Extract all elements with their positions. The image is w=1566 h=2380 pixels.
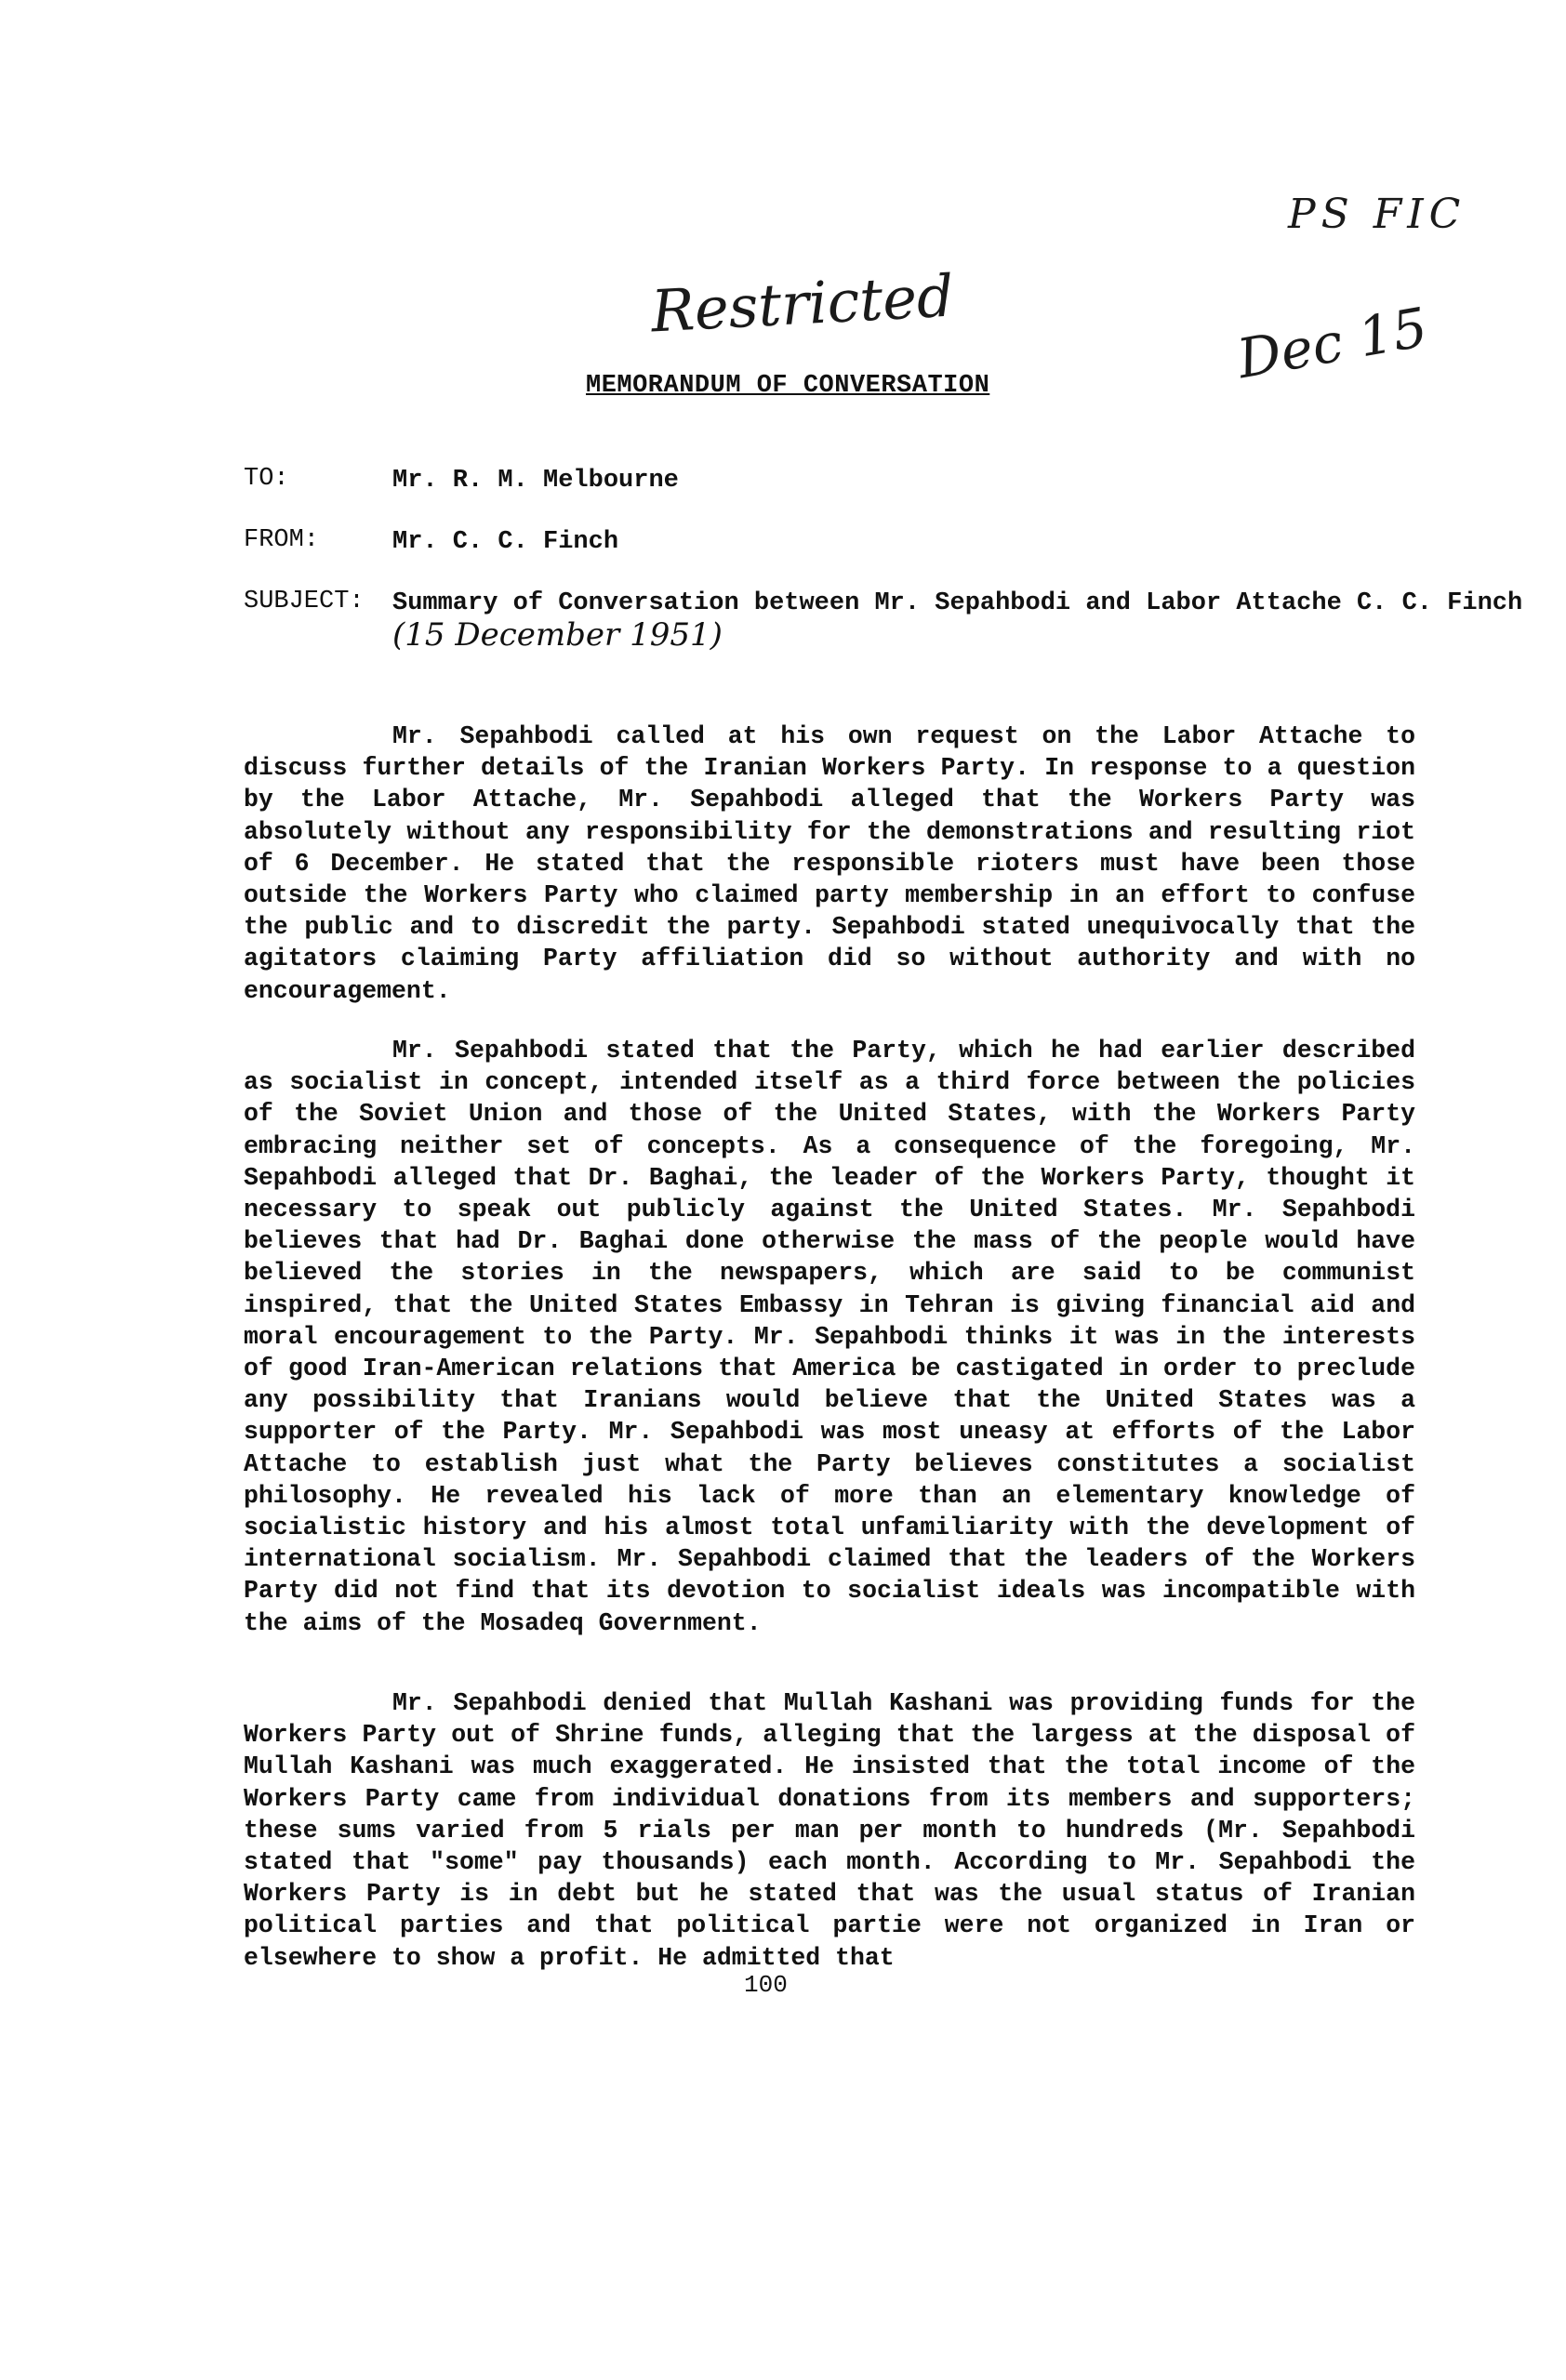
handwritten-ps-note: PS FIC (1288, 191, 1466, 238)
page-number: 100 (744, 1971, 788, 1999)
memo-title-text: MEMORANDUM OF CONVERSATION (586, 372, 990, 400)
to-value: Mr. R. M. Melbourne (392, 467, 679, 495)
subject-value: Summary of Conversation between Mr. Sepahbodi and Labor Attache C. C. Finch (392, 589, 1523, 617)
header-from-row (244, 526, 1546, 558)
header-to-row (244, 465, 1546, 496)
to-label: TO: (244, 465, 289, 493)
from-label: FROM: (244, 526, 320, 554)
subject-handwritten-date: (15 December 1951) (392, 616, 723, 654)
subject-label: SUBJECT: (244, 588, 365, 615)
handwritten-restricted-note: Restricted (649, 261, 956, 346)
from-value: Mr. C. C. Finch (392, 528, 619, 556)
body-paragraph-3: Mr. Sepahbodi denied that Mullah Kashani was providing funds for the Workers Party out of Shrine funds, alleging that the largess at the disposal of Mullah Kashani was much exaggerated. He insisted that the total income of the Workers Party came from individual donations from its members and supporters; these sums varied from 5 rials per man per month to hundreds (Mr. Sepahbodi stated that "some" pay thousands) each month. According to Mr. Sepahbodi the Workers Party is in debt but he stated that was the usual status of Iranian political parties and that political partie were not organized in Iran or elsewhere to show a profit. He admitted that (244, 1689, 1415, 1972)
subject-value-wrap (392, 588, 1546, 655)
header-subject-row (244, 588, 1546, 655)
body-paragraph-2: Mr. Sepahbodi stated that the Party, which he had earlier described as socialist in concept, intended itself as a third force between the policies of the Soviet Union and those of the United States, with the Workers Party embracing neither set of concepts. As a consequence of the foregoing, Mr. Sepahbodi alleged that Dr. Baghai, the leader of the Workers Party, thought it necessary to speak out publicly against the United States. Mr. Sepahbodi believes that had Dr. Baghai done otherwise the mass of the people would have believed the stories in the newspapers, which are said to be communist inspired, that the United States Embassy in Tehran is giving financial aid and moral encouragement to the Party. Mr. Sepahbodi thinks it was in the interests of good Iran-American relations that America be castigated in order to preclude any possibility that Iranians would believe that the United States was a supporter of the Party. Mr. Sepahbodi was most uneasy at efforts of the Labor Attache to establish just what the Party believes constitutes a socialist philosophy. He revealed his lack of more than an elementary knowledge of socialistic history and his almost total unfamiliarity with the development of international socialism. Mr. Sepahbodi claimed that the leaders of the Workers Party did not find that its devotion to socialist ideals was incompatible with the aims of the Mosadeq Government. (244, 1037, 1415, 1637)
body-paragraph-1: Mr. Sepahbodi called at his own request on the Labor Attache to discuss further details of the Iranian Workers Party. In response to a question by the Labor Attache, Mr. Sepahbodi alleged that the Workers Party was absolutely without any responsibility for the demonstrations and resulting riot of 6 December. He stated that the responsible rioters must have been those outside the Workers Party who claimed party membership in an effort to confuse the public and to discredit the party. Sepahbodi stated unequivocally that the agitators claiming Party affiliation did so without authority and with no encouragement. (244, 722, 1415, 1005)
memo-title (586, 372, 989, 400)
handwritten-date-note: Dec 15 (1232, 295, 1432, 391)
